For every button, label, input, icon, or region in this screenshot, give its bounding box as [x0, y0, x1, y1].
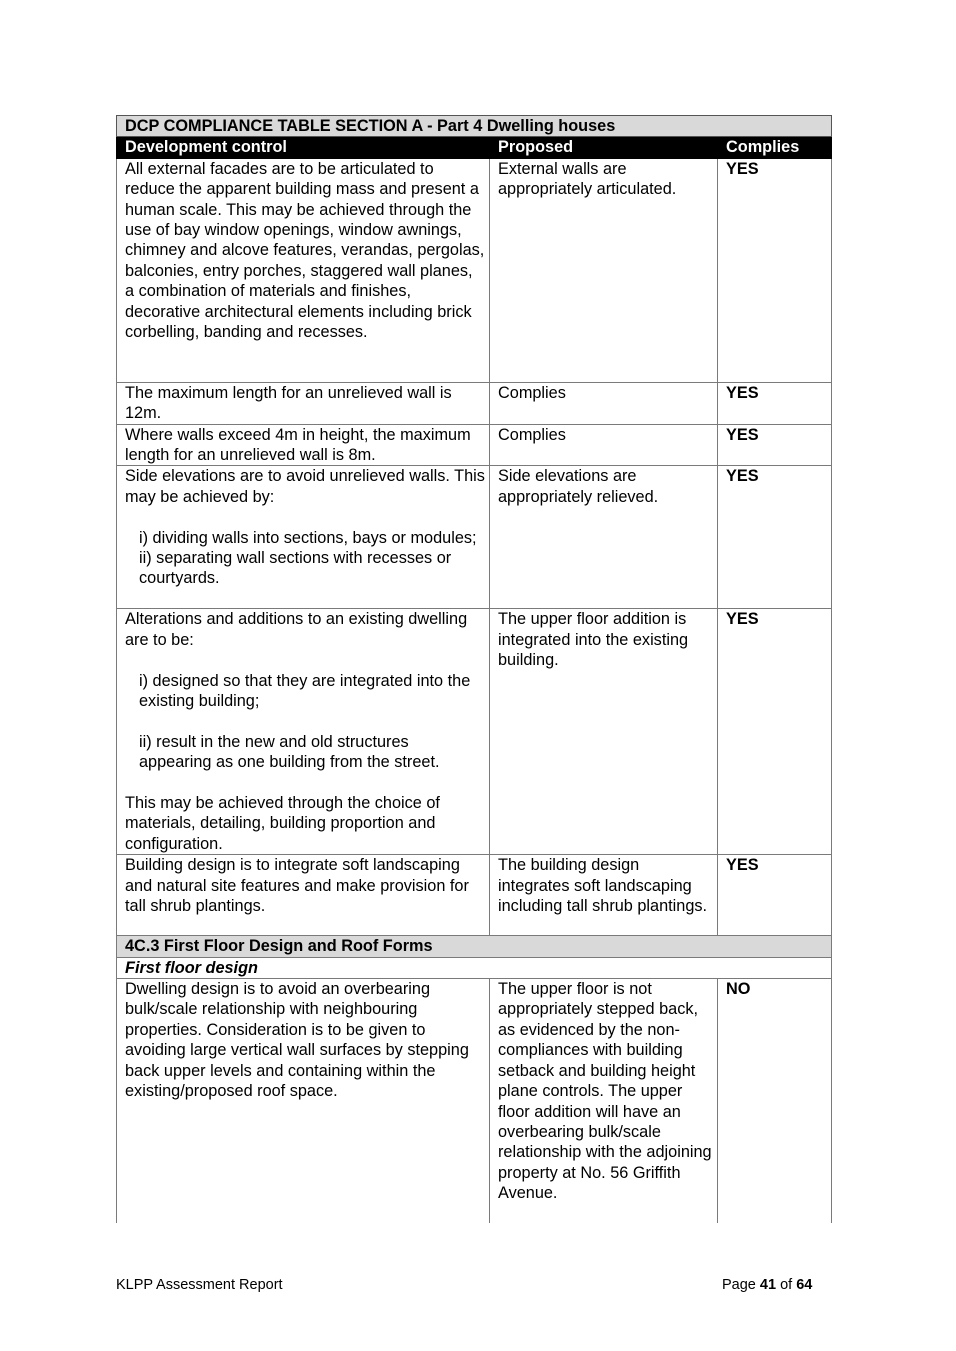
proposed-cell: External walls are appropriately articulated. — [490, 158, 718, 382]
footer-current-page: 41 — [759, 1277, 777, 1293]
complies-cell: NO — [718, 979, 832, 1223]
table-header-row — [117, 137, 832, 158]
complies-cell: YES — [718, 382, 832, 424]
control-list-item: ii) result in the new and old structures appearing as one building from the street. — [139, 732, 440, 772]
control-list-item: i) dividing walls into sections, bays or modules; — [139, 528, 477, 547]
footer-page-number — [722, 1276, 812, 1294]
compliance-table — [116, 115, 832, 1223]
complies-cell: YES — [718, 424, 832, 466]
footer-of-word: of — [780, 1277, 793, 1293]
control-cell: Building design is to integrate soft landscaping and natural site features and make provision for tall shrub plantings. — [117, 855, 490, 936]
subsection-heading-row — [117, 957, 832, 978]
footer-total-pages: 64 — [796, 1277, 813, 1293]
table-row — [117, 424, 832, 466]
control-list-item: i) designed so that they are integrated into the existing building; — [139, 671, 471, 711]
complies-cell: YES — [718, 466, 832, 609]
section-heading-row — [117, 936, 832, 957]
section-heading: 4C.3 First Floor Design and Roof Forms — [117, 936, 832, 957]
proposed-cell: Complies — [490, 424, 718, 466]
subsection-heading: First floor design — [117, 957, 832, 978]
proposed-cell: Complies — [490, 382, 718, 424]
complies-cell: YES — [718, 855, 832, 936]
control-cell: Where walls exceed 4m in height, the maximum length for an unrelieved wall is 8m. — [117, 424, 490, 466]
proposed-cell: The building design integrates soft landscaping including tall shrub plantings. — [490, 855, 718, 936]
footer-report-name: KLPP Assessment Report — [116, 1277, 283, 1293]
proposed-cell: The upper floor addition is integrated into the existing building. — [490, 609, 718, 855]
control-cell — [117, 466, 490, 609]
complies-cell: YES — [718, 158, 832, 382]
table-row — [117, 609, 832, 855]
table-row — [117, 855, 832, 936]
table-title: DCP COMPLIANCE TABLE SECTION A - Part 4 Dwelling houses — [117, 116, 832, 137]
complies-cell: YES — [718, 609, 832, 855]
control-cell — [117, 609, 490, 855]
control-outro: This may be achieved through the choice of materials, detailing, building proportion and configuration. — [125, 794, 440, 853]
footer-page-word: Page — [722, 1277, 756, 1293]
table-row — [117, 382, 832, 424]
header-development-control: Development control — [117, 137, 490, 158]
control-cell: All external facades are to be articulated to reduce the apparent building mass and present a human scale. This may be achieved through the use of bay window openings, window awnings, chimney and alcove features, verandas, pergolas, balconies, entry porches, staggered wall planes, a combination of materials and finishes, decorative architectural elements including brick corbelling, banding and recesses. — [117, 158, 490, 382]
table-row — [117, 466, 832, 609]
control-list-item: ii) separating wall sections with recesses or courtyards. — [139, 549, 452, 588]
proposed-cell: The upper floor is not appropriately stepped back, as evidenced by the non-compliances with building setback and building height plane controls. The upper floor addition will have an overbearing bulk/scale relationship with the adjoining property at No. 56 Griffith Avenue. — [490, 979, 718, 1223]
proposed-cell: Side elevations are appropriately relieved. — [490, 466, 718, 609]
table-row — [117, 158, 832, 382]
table-row — [117, 979, 832, 1223]
control-intro: Alterations and additions to an existing dwelling are to be: — [125, 610, 468, 649]
control-intro: Side elevations are to avoid unrelieved walls. This may be achieved by: — [125, 467, 485, 506]
header-proposed: Proposed — [490, 137, 718, 158]
table-title-row — [117, 116, 832, 137]
control-cell: Dwelling design is to avoid an overbearing bulk/scale relationship with neighbouring properties. Consideration is to be given to avoiding large vertical wall surfaces by stepping back upper levels and containing within the existing/proposed roof space. — [117, 979, 490, 1223]
control-cell: The maximum length for an unrelieved wall is 12m. — [117, 382, 490, 424]
header-complies: Complies — [718, 137, 832, 158]
